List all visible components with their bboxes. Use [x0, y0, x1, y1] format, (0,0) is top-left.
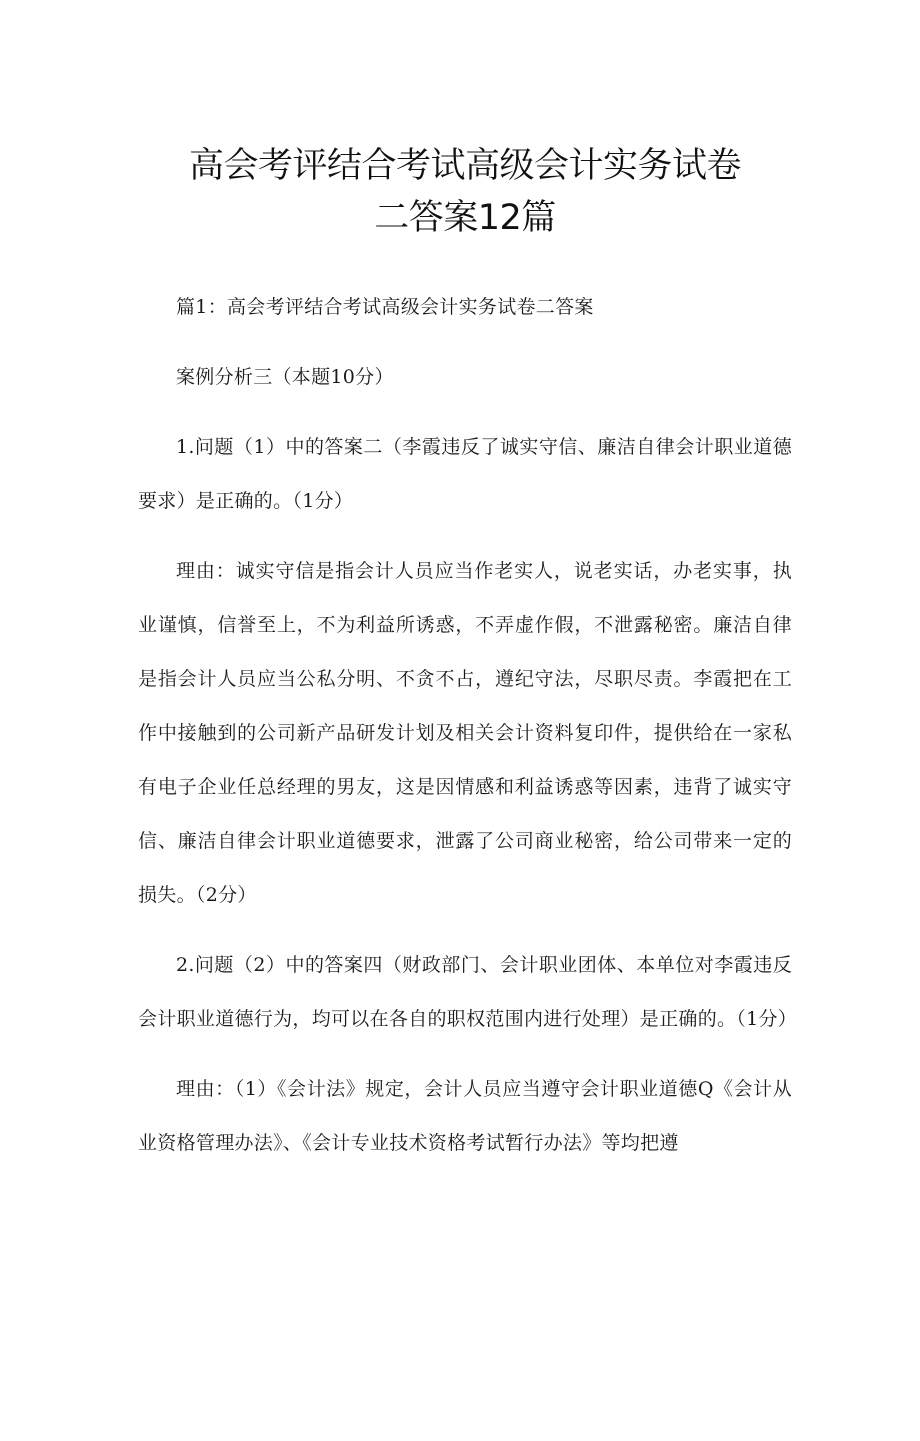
case-heading: 案例分析三（本题10分） [176, 366, 394, 388]
document-page [0, 140, 920, 1441]
reason-paragraph-1: 理由：诚实守信是指会计人员应当作老实人，说老实话，办老实事，执业谨慎，信誉至上，不为利益所诱惑，不弄虚作假，不泄露秘密。廉洁自律是指会计人员应当公私分明、不贪不占，遵纪守法，尽职尽责。李霞把在工作中接触到的公司新产品研发计划及相关会计资料复印件，提供给在一家私有电子企业任总经理的男友，这是因情感和利益诱惑等因素，违背了诚实守信、廉洁自律会计职业道德要求，泄露了公司商业秘密，给公司带来一定的损失。（2分） [138, 560, 792, 906]
section-heading: 篇1：高会考评结合考试高级会计实务试卷二答案 [176, 296, 594, 318]
title-line-1: 高会考评结合考试高级会计实务试卷 [188, 146, 741, 186]
reason-paragraph-2: 理由：（1）《会计法》规定，会计人员应当遵守会计职业道德Q《会计从业资格管理办法》、《会计专业技术资格考试暂行办法》等均把遵 [138, 1078, 792, 1154]
document-title [138, 140, 792, 244]
answer-paragraph-2: 2.问题（2）中的答案四（财政部门、会计职业团体、本单位对李霞违反会计职业道德行为，均可以在各自的职权范围内进行处理）是正确的。（1分） [138, 954, 798, 1030]
answer-paragraph-1: 1.问题（1）中的答案二（李霞违反了诚实守信、廉洁自律会计职业道德要求）是正确的。（1分） [138, 436, 792, 512]
title-line-2: 二答案12篇 [374, 198, 556, 238]
